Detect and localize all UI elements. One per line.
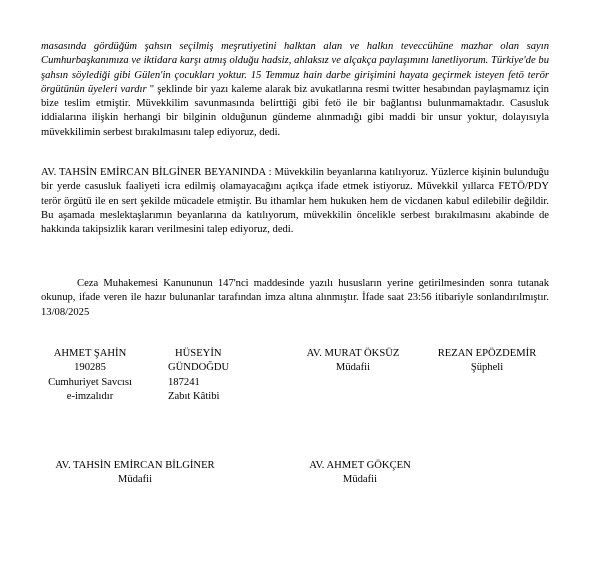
- signature-suspect: [422, 347, 552, 376]
- statement-continuation-text: " şeklinde bir yazı kaleme alarak biz avukatlarına resmi twitter hesabından paylaşmamız için bize teslim etmiştir. Müvekkilim savunmasında belirttiği gibi fetö ile bir bağlantısı bulunmamaktadır. Casusluk iddialarına ilişkin herhangi bir bilginin olduğunun gündeme alınmadığı gibi maddi bir unsur yoktur, dolayısıyla müvekkilimin serbest bırakılmasını talep ediyoruz, dedi.: [41, 83, 549, 138]
- signature-line: Şüpheli: [470, 362, 504, 374]
- paragraph-closing-record: Ceza Muhakemesi Kanununun 147'nci maddesinde yazılı hususların yerine getirilmesinden sonra tutanak okunup, ifade veren ile hazır bulunanlar tarafından imza altına alınmıştır. İfade saat 23:56 itibariyle sonlandırılmıştır. 13/08/2025: [41, 278, 549, 318]
- signature-line: Müdafii: [342, 474, 378, 486]
- signature-line: Cumhuriyet Savcısı: [48, 376, 132, 388]
- signature-line: Müdafii: [335, 362, 371, 374]
- signature-name: REZAN EPÖZDEMİR: [437, 348, 537, 359]
- signature-name: AV. TAHSİN EMİRCAN BİLGİNER: [55, 460, 215, 471]
- signature-defense-lawyer-2: [35, 459, 235, 488]
- signature-name: AV. MURAT ÖKSÜZ: [306, 348, 400, 359]
- signature-defense-lawyer-1: [293, 347, 413, 376]
- quoted-statement-text: masasında gördüğüm şahsın seçilmiş meşrutiyetini halktan alan ve halkın teveccühüne mazhar olan sayın Cumhurbaşkanımıza ve iktidara karşı atmış olduğu hadsiz, ahlaksız ve alçakça paylaşımını lanetliyorum. Türkiye'de bu şahsın söylediği gibi Gülen'in çocukları yoktur. 15 Temmuz hain darbe girişimini hayata geçirmek isteyen fetö terör örgütünün üyeleri vardır: [41, 41, 549, 95]
- signature-name: AV. AHMET GÖKÇEN: [309, 460, 411, 471]
- signature-line: GÜNDOĞDU: [168, 362, 230, 374]
- signature-name: AHMET ŞAHİN: [53, 348, 127, 359]
- signature-name: HÜSEYİN: [175, 348, 222, 359]
- paragraph-lawyer-statement: AV. TAHSİN EMİRCAN BİLGİNER BEYANINDA : Müvekkilin beyanlarına katılıyoruz. Yüzlerce kişinin bulunduğu bir yerde casusluk faaliyeti icra edilmiş olamayacağını açıkça ifade etmek istiyoruz. Müvekkil yıllarca FETÖ/PDY terör örgütü ile en sert şekilde mücadele etmiştir. Bu ithamlar hem hukuken hem de vicdanen kabul edilebilir değildir. Bu aşamada meslektaşlarımın beyanlarına da katılıyorum, müvekkilin öncelikle serbest bırakılmasını akabinde de hakkında takipsizlik kararı verilmesini talep ediyoruz, dedi.: [41, 167, 549, 236]
- signature-prosecutor: [30, 347, 150, 404]
- signature-clerk: [168, 347, 258, 404]
- signature-line: Müdafii: [117, 474, 153, 486]
- signature-line: 187241: [168, 376, 200, 388]
- paragraph-statement-continuation: [41, 40, 549, 140]
- signature-line: 190285: [74, 362, 106, 374]
- signature-line: Zabıt Kâtibi: [168, 390, 220, 402]
- signature-line: e-imzalıdır: [66, 390, 114, 402]
- signature-defense-lawyer-3: [290, 459, 430, 488]
